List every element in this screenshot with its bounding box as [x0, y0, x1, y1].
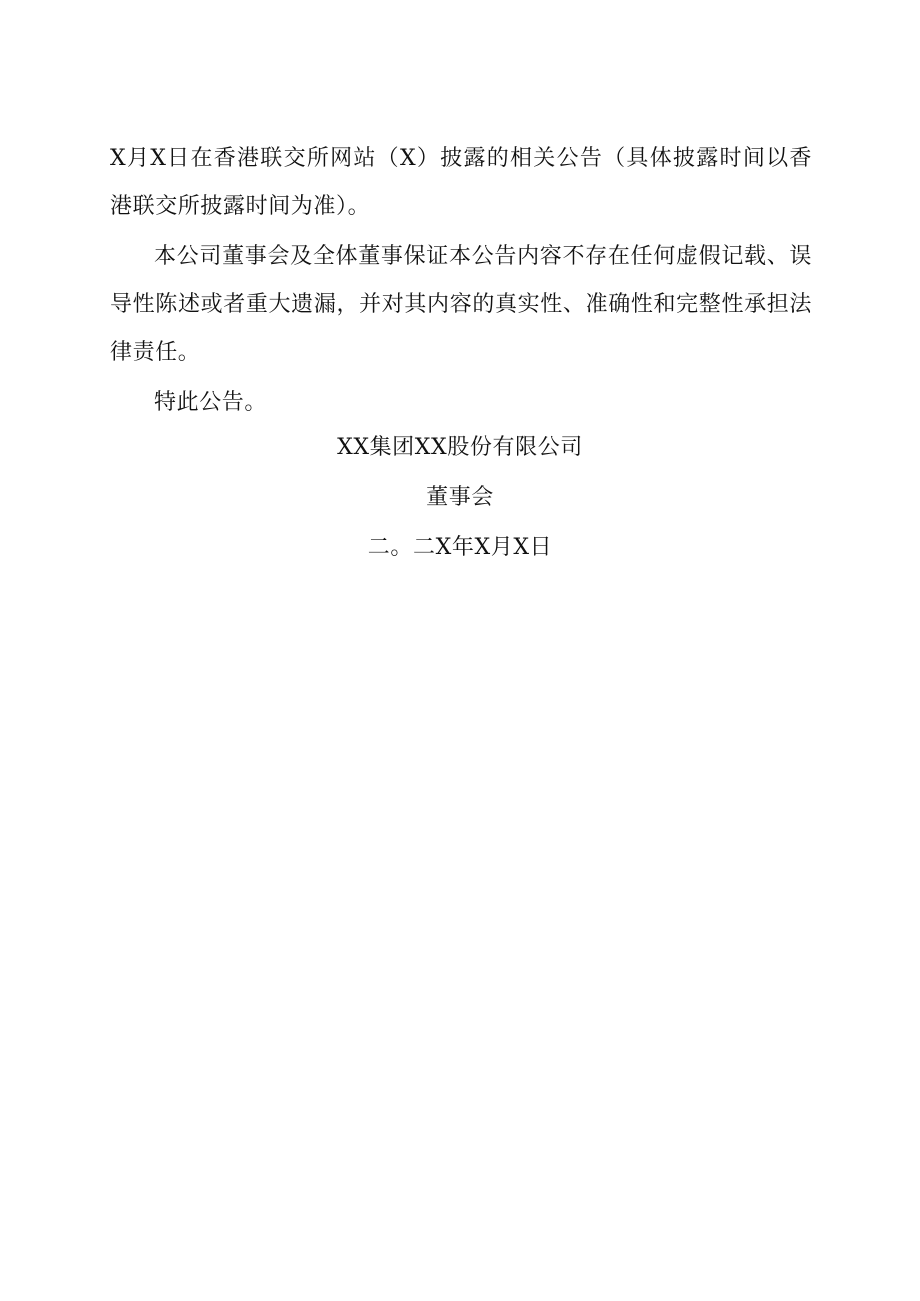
signature-company: XX集团XX股份有限公司: [337, 435, 583, 460]
paragraph-board-guarantee: 本公司董事会及全体董事保证本公告内容不存在任何虚假记载、误导性陈述或者重大遗漏，并对其内容的真实性、准确性和完整性承担法律责任。: [110, 244, 812, 365]
document-body: [110, 135, 812, 429]
signature-date: 二。二X年X月X日: [367, 535, 553, 560]
paragraph-closing: 特此公告。: [154, 390, 268, 415]
paragraph-disclosure-note: X月X日在香港联交所网站（X）披露的相关公告（具体披露时间以香港联交所披露时间为准）。: [110, 146, 812, 219]
signature-block: [0, 424, 920, 574]
signature-board: 董事会: [426, 485, 494, 510]
